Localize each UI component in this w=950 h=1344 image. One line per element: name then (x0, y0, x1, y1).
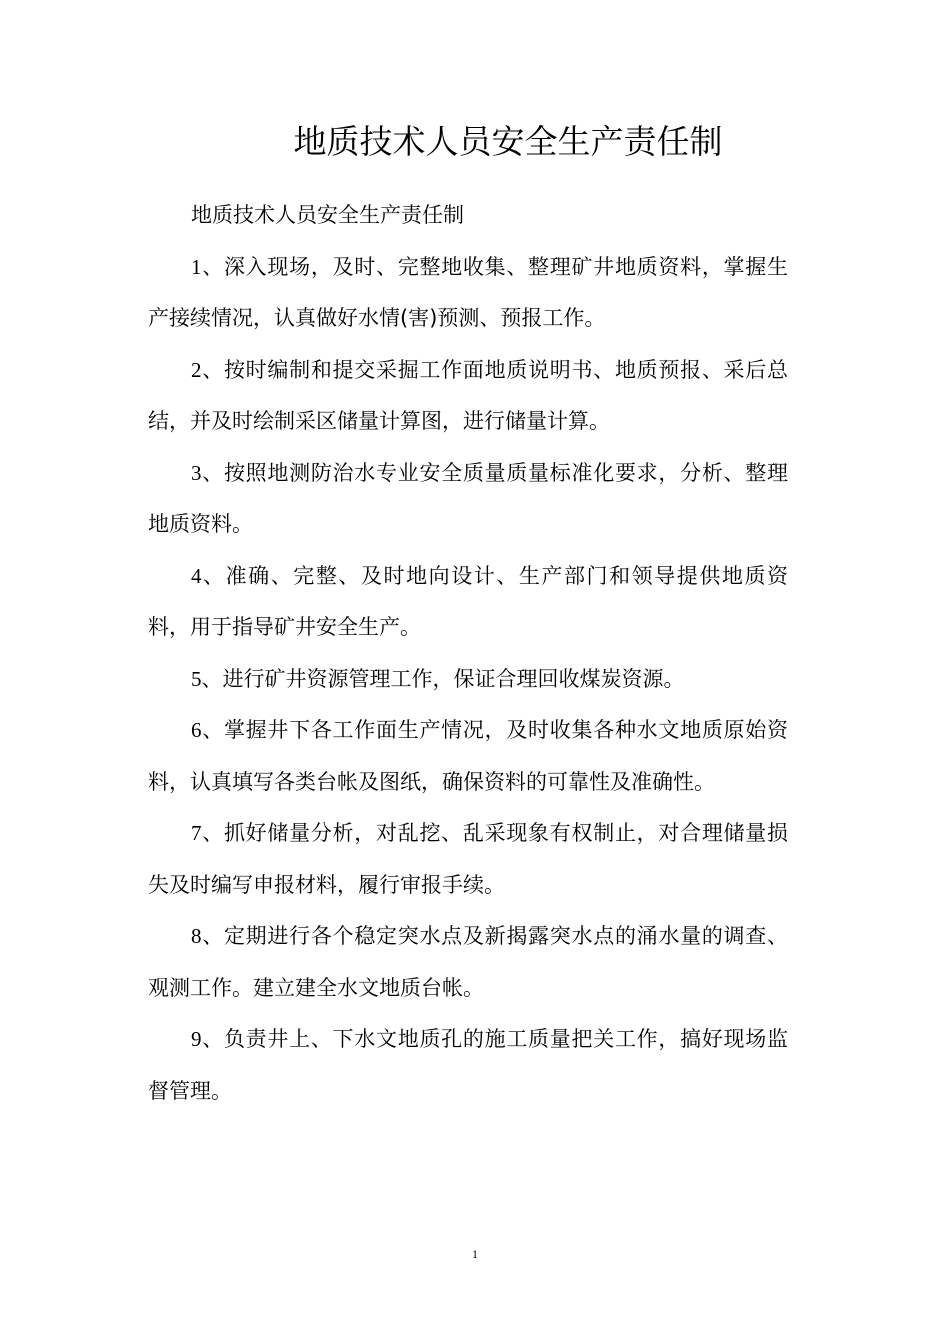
list-item (148, 654, 788, 706)
item-number: 7 (191, 821, 202, 845)
item-text: 、掌握井下各工作面生产情况，及时收集各种水文地质原始资料，认真填写各类台帐及图纸，确保资料的可靠性及准确性。 (148, 718, 788, 794)
item-text: 、抓好储量分析，对乱挖、乱采现象有权制止，对合理储量损失及时编写申报材料，履行审报手续。 (148, 821, 788, 897)
item-number: 6 (191, 718, 202, 742)
item-text: 、深入现场，及时、完整地收集、整理矿井地质资料，掌握生产接续情况，认真做好水情(害)预测、预报工作。 (148, 254, 788, 330)
item-text: 、按时编制和提交采掘工作面地质说明书、地质预报、采后总结，并及时绘制采区储量计算图，进行储量计算。 (148, 357, 788, 433)
list-item (148, 345, 788, 448)
item-number: 4 (191, 563, 202, 588)
item-number: 2 (191, 357, 202, 382)
item-number: 8 (191, 924, 202, 948)
list-item (148, 705, 788, 808)
list-item (148, 551, 788, 654)
item-text: 、按照地测防治水专业安全质量质量标准化要求，分析、整理地质资料。 (148, 460, 788, 536)
item-number: 9 (191, 1027, 202, 1051)
item-text: 、负责井上、下水文地质孔的施工质量把关工作，搞好现场监督管理。 (148, 1027, 788, 1103)
item-number: 3 (191, 460, 202, 485)
item-number: 5 (191, 666, 202, 691)
list-item (148, 1014, 788, 1117)
item-text: 、定期进行各个稳定突水点及新揭露突水点的涌水量的调查、观测工作。建立建全水文地质台帐。 (148, 924, 788, 1000)
document-body (148, 190, 788, 1117)
document-title: 地质技术人员安全生产责任制 (293, 122, 723, 161)
page-number: 1 (472, 1247, 478, 1261)
document-subtitle: 地质技术人员安全生产责任制 (191, 203, 464, 227)
list-item (148, 911, 788, 1014)
list-item (148, 448, 788, 551)
list-item (148, 808, 788, 911)
item-text: 、进行矿井资源管理工作，保证合理回收煤炭资源。 (201, 666, 685, 691)
item-text: 、准确、完整、及时地向设计、生产部门和领导提供地质资料，用于指导矿井安全生产。 (148, 563, 788, 639)
list-item (148, 242, 788, 345)
item-number: 1 (191, 254, 202, 279)
